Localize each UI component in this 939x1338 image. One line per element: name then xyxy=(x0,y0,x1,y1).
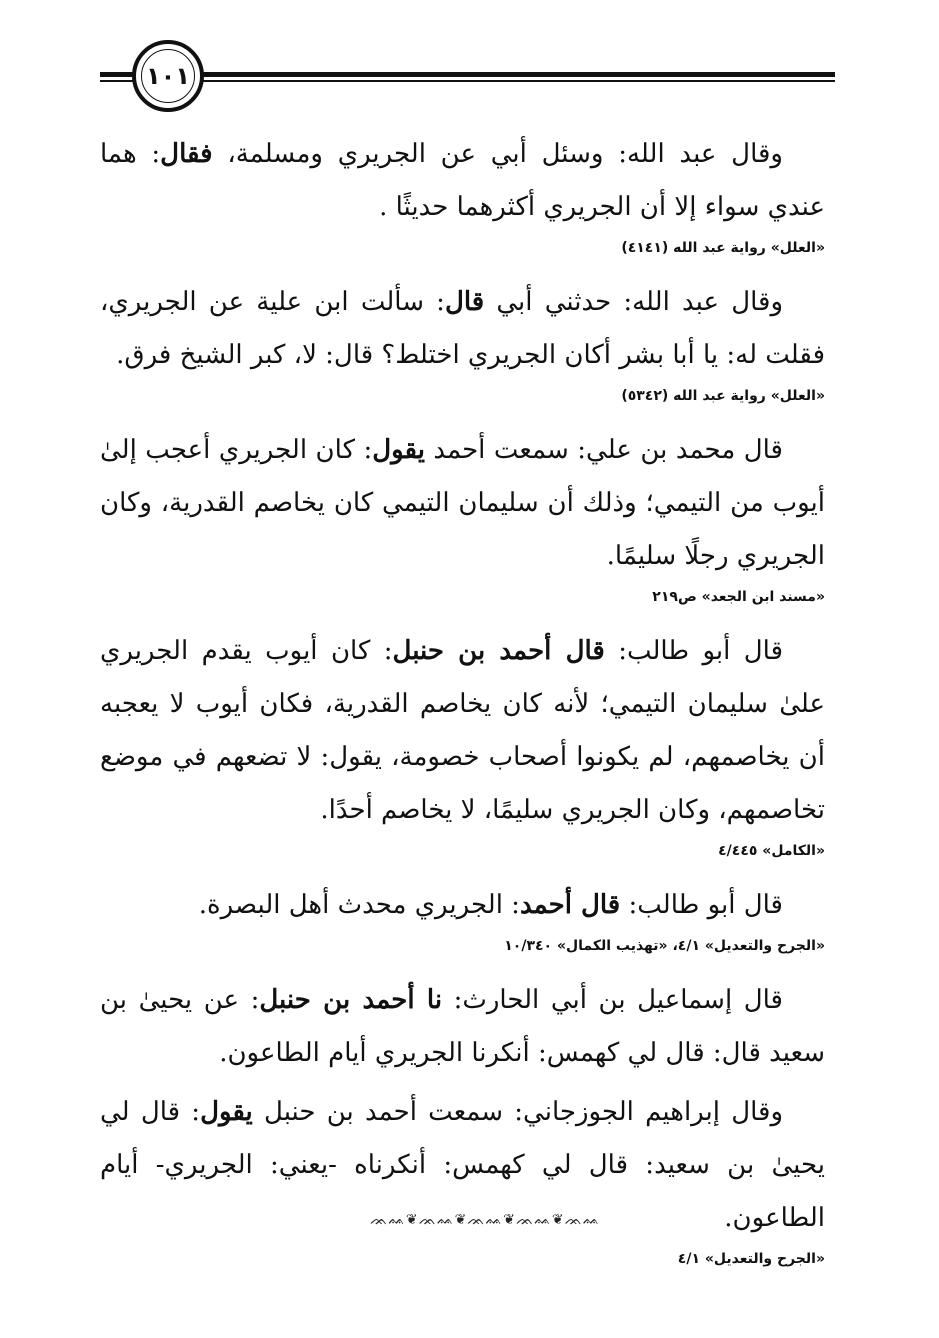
entry-paragraph xyxy=(100,276,825,382)
header-rule-thin xyxy=(100,80,835,82)
bold-phrase: يقول xyxy=(372,435,425,465)
source-citation: «الجرح والتعديل» ٤/١ xyxy=(677,1251,825,1267)
text-run: : كان أيوب يقدم الجريري علىٰ سليمان التيمي؛ لأنه كان يخاصم القدرية، فكان أيوب لا يعجبه أن يخاصمهم، لم يكونوا أصحاب خصومة، يقول: لا تضعهم في موضع تخاصمهم، وكان الجريري سليمًا، لا يخاصم أحدًا. xyxy=(100,636,825,825)
source-citation: «العلل» رواية عبد الله (٥٣٤٢) xyxy=(621,388,825,404)
bold-phrase: نا أحمد بن حنبل xyxy=(259,985,443,1015)
text-run: قال أبو طالب: xyxy=(604,636,784,666)
text-run: : هما عندي سواء إلا أن الجريري أكثرهما حديثًا . xyxy=(100,139,825,222)
page-number-badge xyxy=(132,40,204,112)
text-run: : الجريري محدث أهل البصرة. xyxy=(198,890,520,920)
text-run: وقال عبد الله: حدثني أبي xyxy=(484,287,783,317)
text-run: وقال عبد الله: وسئل أبي عن الجريري ومسلمة، xyxy=(212,139,783,169)
source-citation: «الكامل» ٤/٤٤٥ xyxy=(718,843,825,859)
entry-paragraph xyxy=(100,128,825,234)
footer-ornament: ᨏᨐ❦ᨏᨐ❦ᨏᨐ❦ᨏᨐ❦ᨏᨐ xyxy=(370,1212,601,1228)
page-header xyxy=(100,40,835,120)
text-run: : كان الجريري أعجب إلىٰ أيوب من التيمي؛ وذلك أن سليمان التيمي كان يخاصم القدرية، وكان الجريري رجلًا سليمًا. xyxy=(100,435,825,571)
entry-paragraph xyxy=(100,879,825,932)
bold-phrase: يقول xyxy=(200,1097,253,1127)
source-citation: «مسند ابن الجعد» ص٢١٩ xyxy=(652,589,825,605)
source-citation: «الجرح والتعديل» ٤/١، «تهذيب الكمال» ١٠/٣٤٠ xyxy=(504,938,825,954)
entry-paragraph xyxy=(100,974,825,1080)
text-run: قال إسماعيل بن أبي الحارث: xyxy=(442,985,783,1015)
bold-phrase: فقال xyxy=(160,139,213,169)
text-run: : قال لي يحيىٰ بن سعيد: قال لي كهمس: أنكرناه -يعني: الجريري- أيام الطاعون. xyxy=(100,1097,825,1233)
bold-phrase: قال أحمد بن حنبل xyxy=(392,636,605,666)
page-number: ١٠١ xyxy=(146,62,190,90)
text-run: وقال إبراهيم الجوزجاني: سمعت أحمد بن حنبل xyxy=(252,1097,784,1127)
text-run: : سألت ابن علية عن الجريري، فقلت له: يا أبا بشر أكان الجريري اختلط؟ قال: لا، كبر الشيخ فرق. xyxy=(100,287,825,370)
text-run: قال محمد بن علي: سمعت أحمد xyxy=(424,435,783,465)
source-citation: «العلل» رواية عبد الله (٤١٤١) xyxy=(621,240,825,256)
text-run: قال أبو طالب: xyxy=(620,890,783,920)
entry-paragraph xyxy=(100,625,825,837)
bold-phrase: قال xyxy=(444,287,485,317)
bold-phrase: قال أحمد xyxy=(519,890,621,920)
page-body xyxy=(100,128,825,1287)
header-rule-thick xyxy=(100,72,835,77)
text-run: : عن يحيىٰ بن سعيد قال: قال لي كهمس: أنكرنا الجريري أيام الطاعون. xyxy=(100,985,825,1068)
entry-paragraph xyxy=(100,424,825,583)
